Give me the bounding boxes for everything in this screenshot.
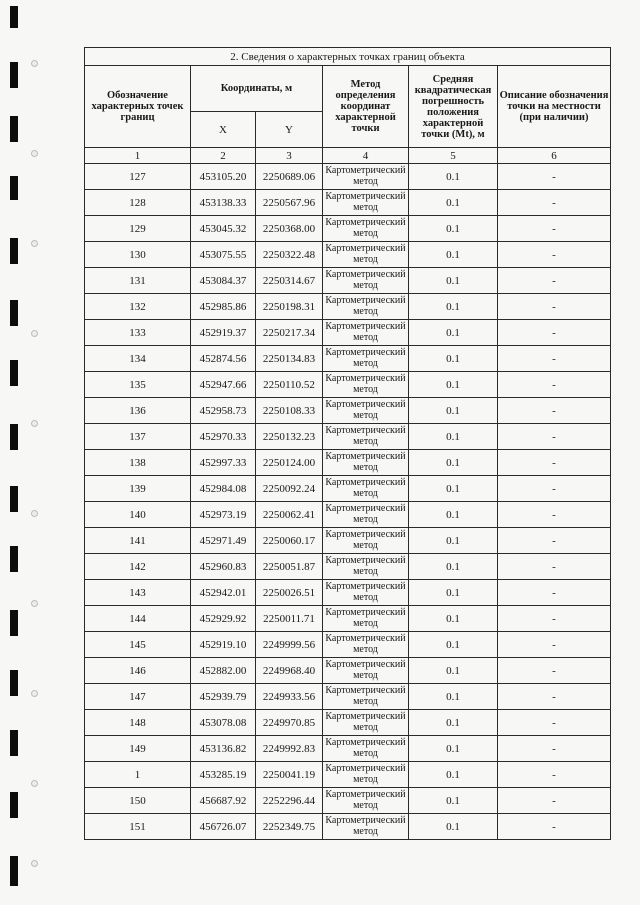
point-number-cell: 139	[85, 476, 191, 502]
y-coordinate-cell: 2250060.17	[256, 528, 323, 554]
error-cell: 0.1	[409, 268, 498, 294]
description-cell: -	[498, 164, 611, 190]
point-number-cell: 127	[85, 164, 191, 190]
table-row	[85, 606, 611, 632]
description-cell: -	[498, 242, 611, 268]
method-cell: Картометрический метод	[323, 164, 409, 190]
y-coordinate-cell: 2250092.24	[256, 476, 323, 502]
binding-mark	[10, 670, 18, 696]
x-coordinate-cell: 452874.56	[191, 346, 256, 372]
y-coordinate-cell: 2250051.87	[256, 554, 323, 580]
error-cell: 0.1	[409, 632, 498, 658]
y-coordinate-cell: 2249970.85	[256, 710, 323, 736]
x-coordinate-cell: 456726.07	[191, 814, 256, 840]
header-error: Средняя квадратическая погрешность положения характерной точки (Mt), м	[409, 66, 498, 148]
point-number-cell: 132	[85, 294, 191, 320]
table-row	[85, 788, 611, 814]
binding-mark	[10, 792, 18, 818]
description-cell: -	[498, 476, 611, 502]
y-coordinate-cell: 2250124.00	[256, 450, 323, 476]
method-cell: Картометрический метод	[323, 710, 409, 736]
description-cell: -	[498, 658, 611, 684]
x-coordinate-cell: 453105.20	[191, 164, 256, 190]
method-cell: Картометрический метод	[323, 294, 409, 320]
point-number-cell: 146	[85, 658, 191, 684]
point-number-cell: 143	[85, 580, 191, 606]
error-cell: 0.1	[409, 502, 498, 528]
y-coordinate-cell: 2250110.52	[256, 372, 323, 398]
boundary-points-table	[84, 47, 611, 840]
table-row	[85, 528, 611, 554]
x-coordinate-cell: 452970.33	[191, 424, 256, 450]
method-cell: Картометрический метод	[323, 190, 409, 216]
error-cell: 0.1	[409, 398, 498, 424]
method-cell: Картометрический метод	[323, 502, 409, 528]
point-number-cell: 148	[85, 710, 191, 736]
description-cell: -	[498, 372, 611, 398]
y-coordinate-cell: 2250198.31	[256, 294, 323, 320]
point-number-cell: 144	[85, 606, 191, 632]
binding-mark	[10, 486, 18, 512]
x-coordinate-cell: 456687.92	[191, 788, 256, 814]
description-cell: -	[498, 216, 611, 242]
binding-mark	[10, 238, 18, 264]
method-cell: Картометрический метод	[323, 398, 409, 424]
table-row	[85, 684, 611, 710]
method-cell: Картометрический метод	[323, 736, 409, 762]
error-cell: 0.1	[409, 476, 498, 502]
method-cell: Картометрический метод	[323, 476, 409, 502]
description-cell: -	[498, 450, 611, 476]
table-row	[85, 658, 611, 684]
error-cell: 0.1	[409, 190, 498, 216]
error-cell: 0.1	[409, 736, 498, 762]
x-coordinate-cell: 452985.86	[191, 294, 256, 320]
y-coordinate-cell: 2250689.06	[256, 164, 323, 190]
description-cell: -	[498, 684, 611, 710]
description-cell: -	[498, 788, 611, 814]
table-row	[85, 294, 611, 320]
x-coordinate-cell: 452929.92	[191, 606, 256, 632]
error-cell: 0.1	[409, 424, 498, 450]
x-coordinate-cell: 452997.33	[191, 450, 256, 476]
description-cell: -	[498, 398, 611, 424]
table-row	[85, 502, 611, 528]
description-cell: -	[498, 554, 611, 580]
y-coordinate-cell: 2250567.96	[256, 190, 323, 216]
x-coordinate-cell: 453078.08	[191, 710, 256, 736]
table-body	[85, 164, 611, 840]
table-row	[85, 372, 611, 398]
binding-mark	[10, 62, 18, 88]
description-cell: -	[498, 762, 611, 788]
error-cell: 0.1	[409, 242, 498, 268]
punch-hole	[31, 150, 38, 157]
error-cell: 0.1	[409, 580, 498, 606]
x-coordinate-cell: 453045.32	[191, 216, 256, 242]
x-coordinate-cell: 452919.37	[191, 320, 256, 346]
header-description: Описание обозначения точки на местности (при наличии)	[498, 66, 611, 148]
error-cell: 0.1	[409, 606, 498, 632]
point-number-cell: 129	[85, 216, 191, 242]
error-cell: 0.1	[409, 164, 498, 190]
point-number-cell: 150	[85, 788, 191, 814]
binding-mark	[10, 610, 18, 636]
table-row	[85, 736, 611, 762]
x-coordinate-cell: 453138.33	[191, 190, 256, 216]
error-cell: 0.1	[409, 762, 498, 788]
y-coordinate-cell: 2250368.00	[256, 216, 323, 242]
method-cell: Картометрический метод	[323, 268, 409, 294]
x-coordinate-cell: 452973.19	[191, 502, 256, 528]
column-number: 3	[256, 148, 323, 164]
method-cell: Картометрический метод	[323, 684, 409, 710]
table-row	[85, 450, 611, 476]
point-number-cell: 151	[85, 814, 191, 840]
description-cell: -	[498, 294, 611, 320]
y-coordinate-cell: 2250108.33	[256, 398, 323, 424]
table-row	[85, 476, 611, 502]
table-row	[85, 320, 611, 346]
table-row	[85, 242, 611, 268]
column-number: 2	[191, 148, 256, 164]
binding-mark	[10, 856, 18, 886]
table-row	[85, 554, 611, 580]
description-cell: -	[498, 606, 611, 632]
x-coordinate-cell: 453084.37	[191, 268, 256, 294]
table-row	[85, 814, 611, 840]
point-number-cell: 142	[85, 554, 191, 580]
method-cell: Картометрический метод	[323, 242, 409, 268]
binding-mark	[10, 730, 18, 756]
y-coordinate-cell: 2250026.51	[256, 580, 323, 606]
method-cell: Картометрический метод	[323, 658, 409, 684]
error-cell: 0.1	[409, 554, 498, 580]
table-row	[85, 268, 611, 294]
description-cell: -	[498, 190, 611, 216]
error-cell: 0.1	[409, 320, 498, 346]
method-cell: Картометрический метод	[323, 814, 409, 840]
point-number-cell: 131	[85, 268, 191, 294]
binding-strip	[0, 0, 40, 905]
table-row	[85, 762, 611, 788]
method-cell: Картометрический метод	[323, 762, 409, 788]
binding-mark	[10, 546, 18, 572]
table-row	[85, 398, 611, 424]
punch-hole	[31, 240, 38, 247]
x-coordinate-cell: 452942.01	[191, 580, 256, 606]
table-row	[85, 710, 611, 736]
y-coordinate-cell: 2250134.83	[256, 346, 323, 372]
punch-hole	[31, 420, 38, 427]
x-coordinate-cell: 452984.08	[191, 476, 256, 502]
y-coordinate-cell: 2249968.40	[256, 658, 323, 684]
column-number: 5	[409, 148, 498, 164]
point-number-cell: 137	[85, 424, 191, 450]
method-cell: Картометрический метод	[323, 528, 409, 554]
description-cell: -	[498, 580, 611, 606]
y-coordinate-cell: 2250217.34	[256, 320, 323, 346]
point-number-cell: 128	[85, 190, 191, 216]
description-cell: -	[498, 736, 611, 762]
method-cell: Картометрический метод	[323, 372, 409, 398]
description-cell: -	[498, 710, 611, 736]
y-coordinate-cell: 2250011.71	[256, 606, 323, 632]
y-coordinate-cell: 2249933.56	[256, 684, 323, 710]
x-coordinate-cell: 452939.79	[191, 684, 256, 710]
error-cell: 0.1	[409, 372, 498, 398]
section-title: 2. Сведения о характерных точках границ объекта	[85, 48, 611, 66]
method-cell: Картометрический метод	[323, 554, 409, 580]
error-cell: 0.1	[409, 684, 498, 710]
method-cell: Картометрический метод	[323, 216, 409, 242]
header-designation: Обозначение характерных точек границ	[85, 66, 191, 148]
point-number-cell: 136	[85, 398, 191, 424]
method-cell: Картометрический метод	[323, 450, 409, 476]
table-row	[85, 216, 611, 242]
x-coordinate-cell: 453136.82	[191, 736, 256, 762]
binding-mark	[10, 360, 18, 386]
point-number-cell: 138	[85, 450, 191, 476]
column-number: 6	[498, 148, 611, 164]
description-cell: -	[498, 268, 611, 294]
y-coordinate-cell: 2250062.41	[256, 502, 323, 528]
binding-mark	[10, 424, 18, 450]
method-cell: Картометрический метод	[323, 424, 409, 450]
x-coordinate-cell: 452882.00	[191, 658, 256, 684]
table-row	[85, 164, 611, 190]
y-coordinate-cell: 2250314.67	[256, 268, 323, 294]
punch-hole	[31, 780, 38, 787]
method-cell: Картометрический метод	[323, 320, 409, 346]
punch-hole	[31, 60, 38, 67]
table-row	[85, 424, 611, 450]
table-row	[85, 190, 611, 216]
method-cell: Картометрический метод	[323, 580, 409, 606]
column-number: 4	[323, 148, 409, 164]
y-coordinate-cell: 2250322.48	[256, 242, 323, 268]
x-coordinate-cell: 452971.49	[191, 528, 256, 554]
y-coordinate-cell: 2250041.19	[256, 762, 323, 788]
y-coordinate-cell: 2249992.83	[256, 736, 323, 762]
error-cell: 0.1	[409, 788, 498, 814]
error-cell: 0.1	[409, 294, 498, 320]
column-numbers-row	[85, 148, 611, 164]
punch-hole	[31, 600, 38, 607]
method-cell: Картометрический метод	[323, 346, 409, 372]
table-row	[85, 632, 611, 658]
point-number-cell: 145	[85, 632, 191, 658]
punch-hole	[31, 330, 38, 337]
column-number: 1	[85, 148, 191, 164]
point-number-cell: 1	[85, 762, 191, 788]
x-coordinate-cell: 453075.55	[191, 242, 256, 268]
header-coordinates: Координаты, м	[191, 66, 323, 112]
error-cell: 0.1	[409, 216, 498, 242]
method-cell: Картометрический метод	[323, 606, 409, 632]
description-cell: -	[498, 424, 611, 450]
error-cell: 0.1	[409, 528, 498, 554]
x-coordinate-cell: 453285.19	[191, 762, 256, 788]
header-method: Метод определения координат характерной точки	[323, 66, 409, 148]
point-number-cell: 140	[85, 502, 191, 528]
x-coordinate-cell: 452947.66	[191, 372, 256, 398]
point-number-cell: 133	[85, 320, 191, 346]
header-x: X	[191, 112, 256, 148]
x-coordinate-cell: 452919.10	[191, 632, 256, 658]
point-number-cell: 135	[85, 372, 191, 398]
y-coordinate-cell: 2252349.75	[256, 814, 323, 840]
error-cell: 0.1	[409, 814, 498, 840]
punch-hole	[31, 860, 38, 867]
header-y: Y	[256, 112, 323, 148]
binding-mark	[10, 176, 18, 200]
description-cell: -	[498, 814, 611, 840]
error-cell: 0.1	[409, 658, 498, 684]
point-number-cell: 141	[85, 528, 191, 554]
description-cell: -	[498, 502, 611, 528]
error-cell: 0.1	[409, 710, 498, 736]
x-coordinate-cell: 452958.73	[191, 398, 256, 424]
description-cell: -	[498, 320, 611, 346]
method-cell: Картометрический метод	[323, 632, 409, 658]
table-row	[85, 580, 611, 606]
point-number-cell: 147	[85, 684, 191, 710]
error-cell: 0.1	[409, 346, 498, 372]
binding-mark	[10, 6, 18, 28]
error-cell: 0.1	[409, 450, 498, 476]
y-coordinate-cell: 2252296.44	[256, 788, 323, 814]
x-coordinate-cell: 452960.83	[191, 554, 256, 580]
punch-hole	[31, 510, 38, 517]
description-cell: -	[498, 528, 611, 554]
y-coordinate-cell: 2250132.23	[256, 424, 323, 450]
binding-mark	[10, 116, 18, 142]
description-cell: -	[498, 632, 611, 658]
point-number-cell: 149	[85, 736, 191, 762]
method-cell: Картометрический метод	[323, 788, 409, 814]
point-number-cell: 134	[85, 346, 191, 372]
y-coordinate-cell: 2249999.56	[256, 632, 323, 658]
binding-mark	[10, 300, 18, 326]
point-number-cell: 130	[85, 242, 191, 268]
table-row	[85, 346, 611, 372]
description-cell: -	[498, 346, 611, 372]
punch-hole	[31, 690, 38, 697]
